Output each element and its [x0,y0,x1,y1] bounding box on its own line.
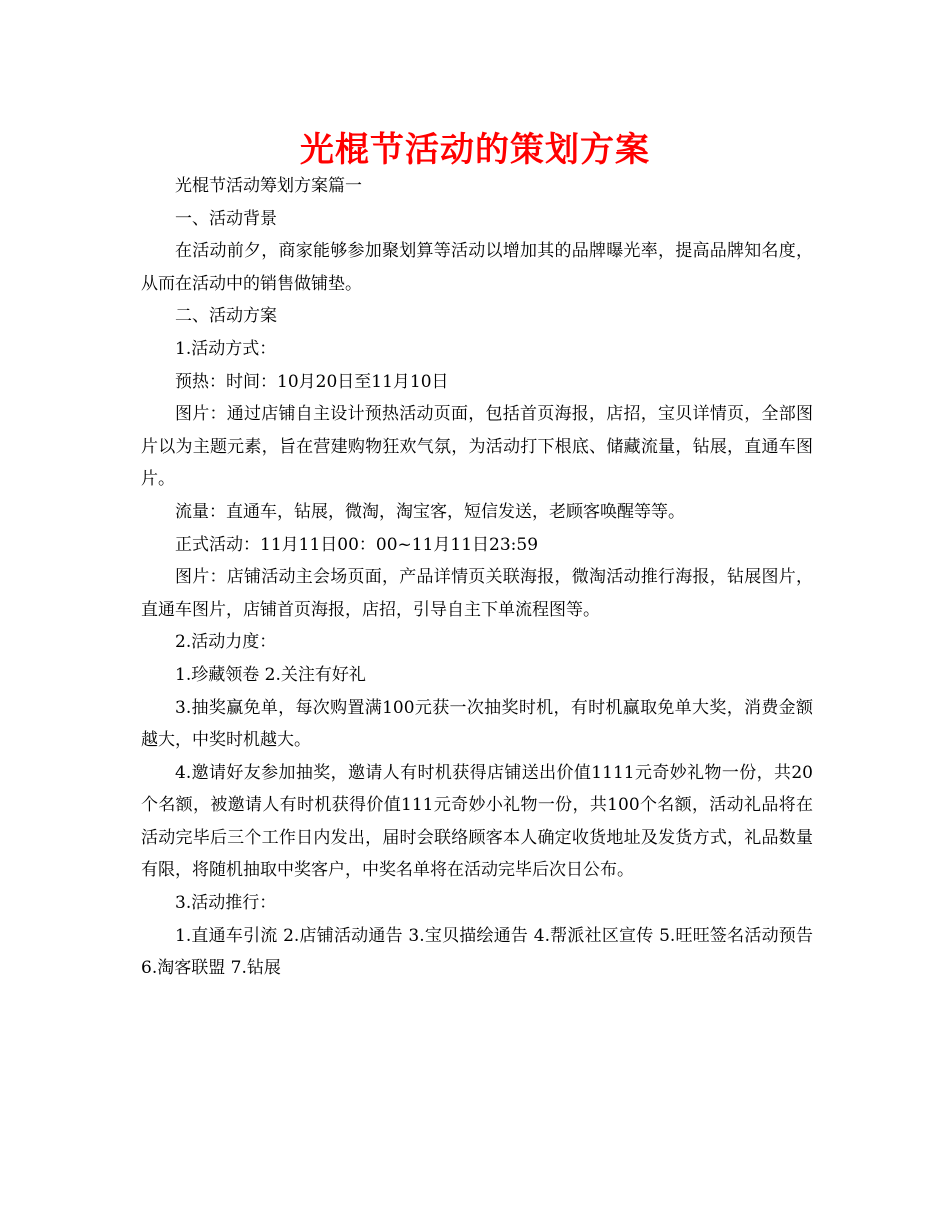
paragraph: 二、活动方案 [175,306,277,327]
paragraph: 1.活动方式： [175,338,277,359]
paragraph: 4.邀请好友参加抽奖，邀请人有时机获得店铺送出价值1111元奇妙礼物一份，共20个名额，被邀请人有时机获得价值111元奇妙小礼物一份，共100个名额，活动礼品将在活动完毕后三个工作日内发出，届时会联络顾客本人确定收货地址及发货方式，礼品数量有限，将随机抽取中奖客户，中奖名单将在活动完毕后次日公布。 [141,762,813,881]
paragraph: 3.活动推行： [175,893,277,914]
paragraph: 预热：时间：10月20日至11月10日 [175,371,449,392]
paragraph: 光棍节活动筹划方案篇一 [175,176,362,196]
paragraph: 正式活动：11月11日00：00~11月11日23:59 [175,534,539,555]
paragraph: 流量：直通车，钻展，微淘，淘宝客，短信发送，老顾客唤醒等等。 [175,501,685,522]
paragraph: 图片：通过店铺自主设计预热活动页面，包括首页海报，店招，宝贝详情页，全部图片以为主题元素，旨在营建购物狂欢气氛，为活动打下根底、储藏流量，钻展，直通车图片。 [141,404,813,490]
document-title: 光棍节活动的策划方案 [300,130,650,170]
paragraph: 3.抽奖赢免单，每次购置满100元获一次抽奖时机，有时机赢取免单大奖，消费金额越大，中奖时机越大。 [141,697,813,751]
document-body [141,170,813,985]
paragraph: 一、活动背景 [175,208,277,229]
paragraph: 1.直通车引流 2.店铺活动通告 3.宝贝描绘通告 4.帮派社区宣传 5.旺旺签名活动预告 6.淘客联盟 7.钻展 [141,925,813,979]
paragraph: 1.珍藏领卷 2.关注有好礼 [175,664,366,685]
paragraph: 在活动前夕，商家能够参加聚划算等活动以增加其的品牌曝光率，提高品牌知名度，从而在活动中的销售做铺垫。 [141,241,813,294]
paragraph: 2.活动力度： [175,632,277,653]
paragraph: 图片：店铺活动主会场页面，产品详情页关联海报，微淘活动推行海报，钻展图片，直通车图片，店铺首页海报，店招，引导自主下单流程图等。 [141,567,813,620]
